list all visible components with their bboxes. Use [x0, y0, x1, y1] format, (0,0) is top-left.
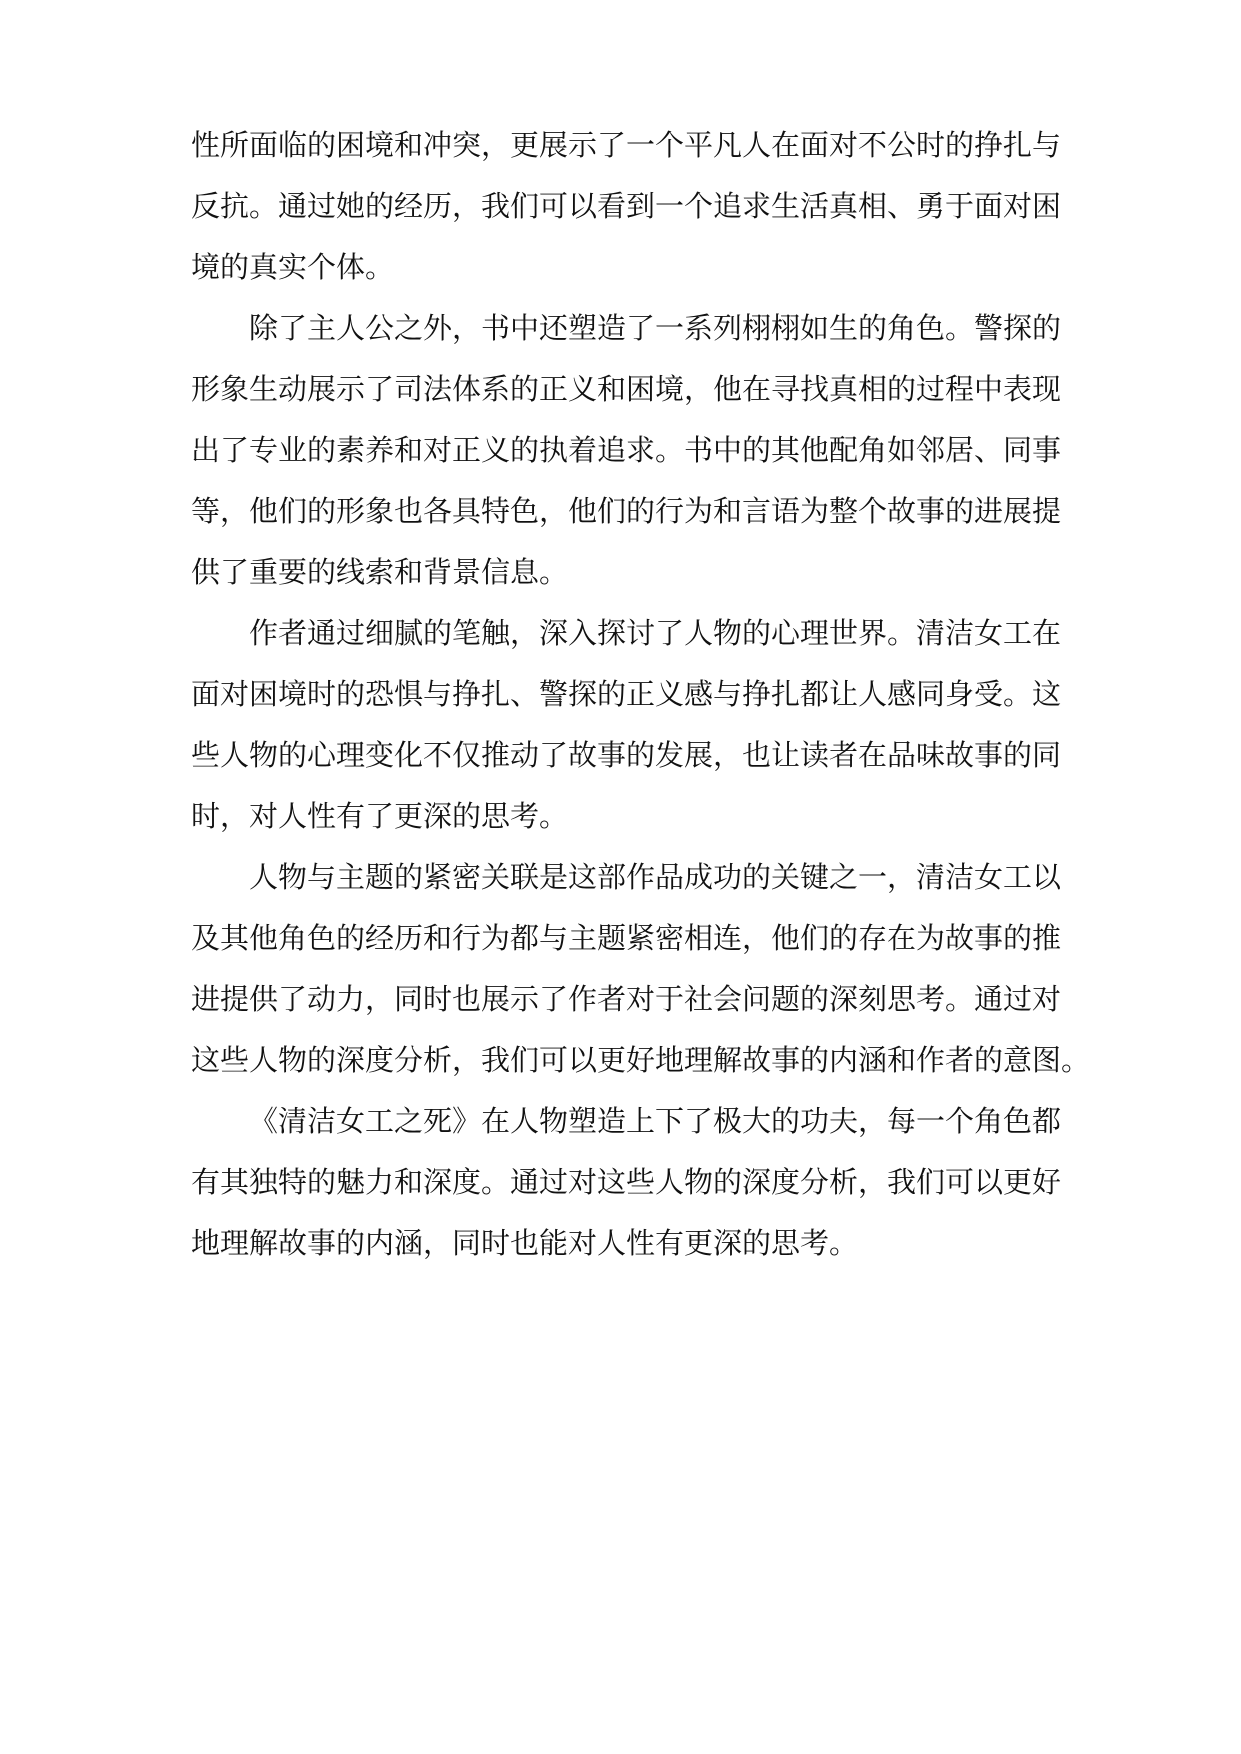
text-line: 及其他角色的经历和行为都与主题紧密相连，他们的存在为故事的推: [191, 921, 1062, 955]
text-line: 《清洁女工之死》在人物塑造上下了极大的功夫，每一个角色都: [249, 1104, 1062, 1138]
text-line: 供了重要的线索和背景信息。: [191, 555, 569, 589]
text-line: 有其独特的魅力和深度。通过对这些人物的深度分析，我们可以更好: [191, 1165, 1062, 1199]
text-line: 出了专业的素养和对正义的执着追求。书中的其他配角如邻居、同事: [191, 433, 1062, 467]
text-line: 时，对人性有了更深的思考。: [191, 799, 569, 833]
text-line: 等，他们的形象也各具特色，他们的行为和言语为整个故事的进展提: [191, 494, 1062, 528]
document-body: [191, 128, 1091, 1261]
text-line: 些人物的心理变化不仅推动了故事的发展，也让读者在品味故事的同: [191, 738, 1062, 772]
text-line: 人物与主题的紧密关联是这部作品成功的关键之一，清洁女工以: [249, 860, 1062, 894]
text-line: 反抗。通过她的经历，我们可以看到一个追求生活真相、勇于面对困: [191, 189, 1062, 223]
paragraph-1: [191, 128, 1061, 285]
paragraph-2: [191, 311, 1061, 590]
text-line: 性所面临的困境和冲突，更展示了一个平凡人在面对不公时的挣扎与: [191, 128, 1062, 162]
paragraph-4: [191, 860, 1091, 1078]
text-line: 地理解故事的内涵，同时也能对人性有更深的思考。: [191, 1226, 859, 1260]
text-line: 形象生动展示了司法体系的正义和困境，他在寻找真相的过程中表现: [191, 372, 1062, 406]
text-line: 这些人物的深度分析，我们可以更好地理解故事的内涵和作者的意图。: [191, 1043, 1091, 1077]
text-line: 作者通过细腻的笔触，深入探讨了人物的心理世界。清洁女工在: [249, 616, 1062, 650]
text-line: 进提供了动力，同时也展示了作者对于社会问题的深刻思考。通过对: [191, 982, 1062, 1016]
text-line: 面对困境时的恐惧与挣扎、警探的正义感与挣扎都让人感同身受。这: [191, 677, 1062, 711]
text-line: 境的真实个体。: [191, 250, 395, 284]
text-line: 除了主人公之外，书中还塑造了一系列栩栩如生的角色。警探的: [249, 311, 1062, 345]
paragraph-3: [191, 616, 1061, 834]
paragraph-5: [191, 1104, 1061, 1261]
